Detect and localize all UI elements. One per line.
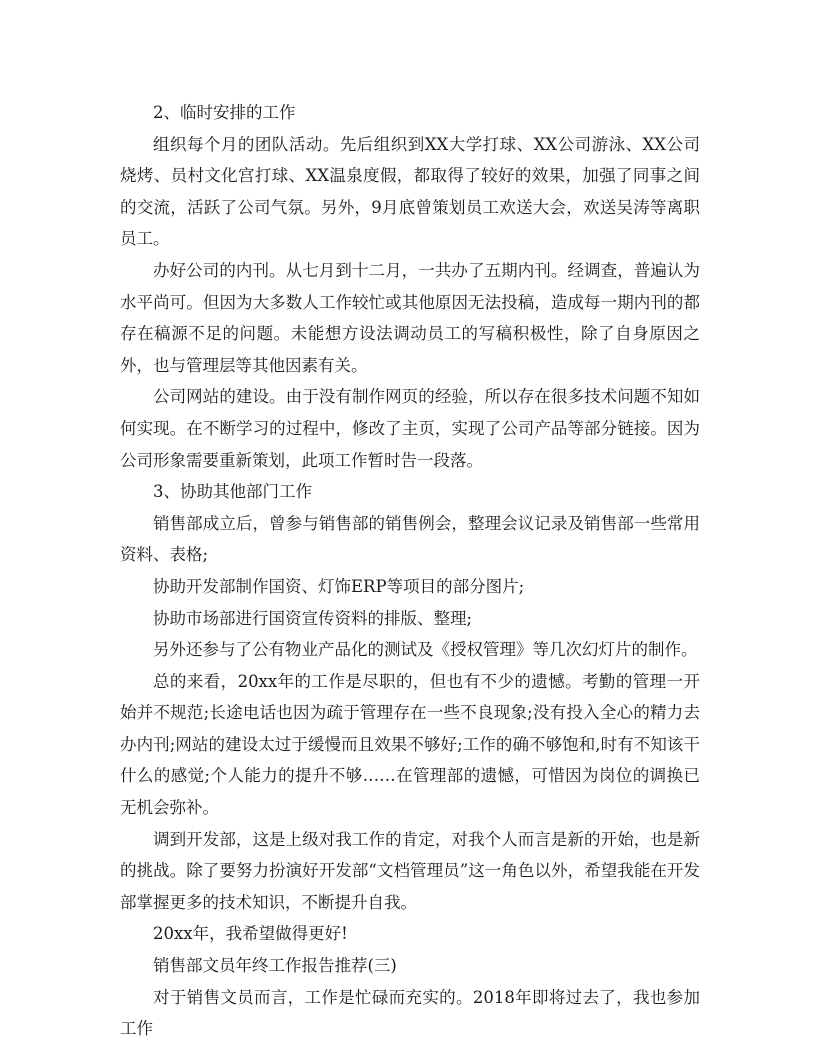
section-heading-temporary-work: 2、临时安排的工作 bbox=[153, 103, 296, 122]
paragraph-sales-clerk-intro: 对于销售文员而言，工作是忙碌而充实的。2018年即将过去了，我也参加工作 bbox=[120, 987, 700, 1039]
paragraph-team-activities: 组织每个月的团队活动。先后组织到XX大学打球、XX公司游泳、XX公司烧烤、员村文化宫打球、XX温泉度假，都取得了较好的效果，加强了同事之间的交流，活跃了公司气氛。另外，9月底曾策划员工欢送大会，欢送吴涛等离职员工。 bbox=[120, 134, 700, 249]
paragraph-other-participation: 另外还参与了公有物业产品化的测试及《授权管理》等几次幻灯片的制作。 bbox=[153, 640, 698, 660]
paragraph-hope: 20xx年，我希望做得更好! bbox=[153, 924, 348, 944]
paragraph-transfer-development: 调到开发部，这是上级对我工作的肯定，对我个人而言是新的开始，也是新的挑战。除了要努力扮演好开发部“文档管理员”这一角色以外，希望我能在开发部掌握更多的技术知识，不断提升自我。 bbox=[120, 829, 700, 912]
document-body bbox=[120, 97, 700, 1045]
paragraph-company-website: 公司网站的建设。由于没有制作网页的经验，所以存在很多技术问题不知如何实现。在不断学习的过程中，修改了主页，实现了公司产品等部分链接。因为公司形象需要重新策划，此项工作暂时告一段落。 bbox=[120, 387, 700, 470]
paragraph-development-department: 协助开发部制作国资、灯饰ERP等项目的部分图片; bbox=[153, 576, 525, 596]
paragraph-marketing-department: 协助市场部进行国资宣传资料的排版、整理; bbox=[153, 608, 473, 628]
paragraph-internal-magazine: 办好公司的内刊。从七月到十二月，一共办了五期内刊。经调查，普遍认为水平尚可。但因为大多数人工作较忙或其他原因无法投稿，造成每一期内刊的都存在稿源不足的问题。未能想方设法调动员工的写稿积极性，除了自身原因之外，也与管理层等其他因素有关。 bbox=[120, 260, 700, 375]
paragraph-summary-regrets: 总的来看，20xx年的工作是尽职的，但也有不少的遗憾。考勤的管理一开始并不规范;长途电话也因为疏于管理存在一些不良现象;没有投入全心的精力去办内刊;网站的建设太过于缓慢而且效果不够好;工作的确不够饱和,时有不知该干什么的感觉;个人能力的提升不够……在管理部的遗憾，可惜因为岗位的调换已无机会弥补。 bbox=[120, 671, 700, 818]
paragraph-sales-department: 销售部成立后，曾参与销售部的销售例会，整理会议记录及销售部一些常用资料、表格; bbox=[120, 513, 700, 565]
report-title-three: 销售部文员年终工作报告推荐(三) bbox=[153, 956, 397, 976]
section-heading-assist-departments: 3、协助其他部门工作 bbox=[153, 482, 312, 502]
